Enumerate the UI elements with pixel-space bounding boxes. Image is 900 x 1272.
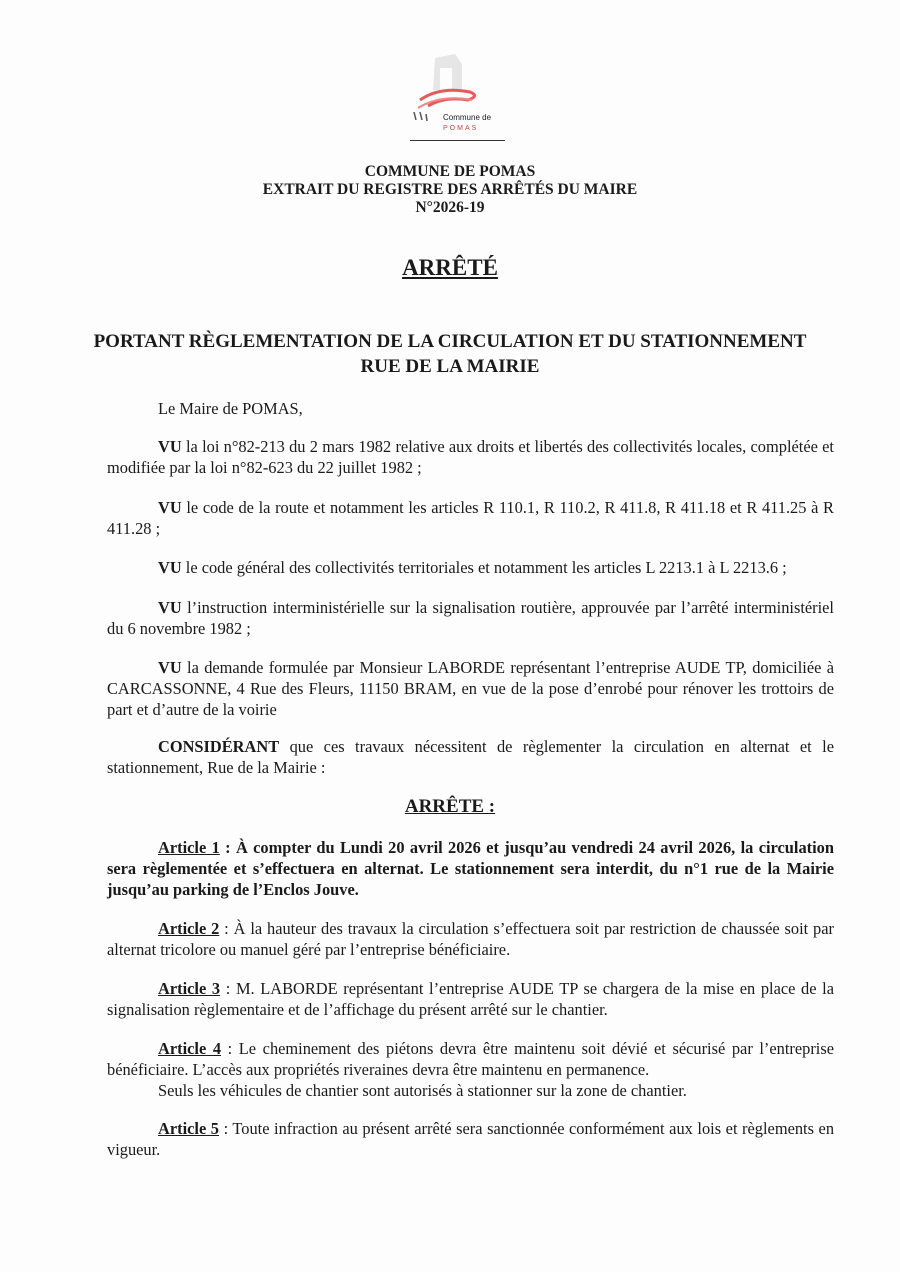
decree-title-line2: RUE DE LA MAIRIE (360, 356, 540, 377)
vu-paragraph: VU l’instruction interministérielle sur la signalisation routière, approuvée par l’arrêté interministériel du 6 novembre 1982 ; (107, 598, 834, 638)
considerant-paragraph: CONSIDÉRANT que ces travaux nécessitent de règlementer la circulation en alternat et le stationnement, Rue de la Mairie : (107, 737, 834, 777)
svg-text:Commune de: Commune de (443, 113, 492, 122)
article-1: Article 1 : À compter du Lundi 20 avril 2026 et jusqu’au vendredi 24 avril 2026, la circulation sera règlementée et s’effectuera en alternat. Le stationnement sera interdit, du n°1 rue de la Mairie jusqu’au parking de l’Enclos Jouve. (107, 838, 834, 899)
article-3: Article 3 : M. LABORDE représentant l’entreprise AUDE TP se chargera de la mise en place de la signalisation règlementaire et de l’affichage du présent arrêté sur le chantier. (107, 979, 834, 1019)
svg-text:POMAS: POMAS (443, 125, 479, 132)
vu-paragraph: VU le code de la route et notamment les articles R 110.1, R 110.2, R 411.8, R 411.18 et R 411.25 à R 411.28 ; (107, 498, 834, 538)
commune-name: COMMUNE DE POMAS (364, 163, 536, 180)
vu-paragraph: VU la demande formulée par Monsieur LABORDE représentant l’entreprise AUDE TP, domiciliée à CARCASSONNE, 4 Rue des Fleurs, 11150 BRAM, en vue de la pose d’enrobé pour rénover les trottoirs de part et d’autre de la voirie (107, 658, 834, 719)
vu-paragraph: VU le code général des collectivités territoriales et notamment les articles L 2213.1 à L 2213.6 ; (158, 558, 787, 577)
article-4: Article 4 : Le cheminement des piétons devra être maintenu soit dévié et sécurisé par l’entreprise bénéficiaire. L’accès aux propriétés riveraines devra être maintenu en permanence. (107, 1039, 834, 1079)
article-5: Article 5 : Toute infraction au présent arrêté sera sanctionnée conformément aux lois et règlements en vigueur. (107, 1119, 835, 1159)
pomas-logo-icon (400, 50, 510, 140)
decree-number: N°2026-19 (415, 199, 485, 216)
logo-divider (410, 140, 505, 141)
register-title: EXTRAIT DU REGISTRE DES ARRÊTÉS DU MAIRE (262, 181, 638, 198)
decision-heading: ARRÊTE : (404, 796, 496, 817)
decree-title-line1: PORTANT RÈGLEMENTATION DE LA CIRCULATION ET DU STATIONNEMENT (93, 331, 807, 352)
article-4-extra: Seuls les véhicules de chantier sont autorisés à stationner sur la zone de chantier. (158, 1081, 687, 1100)
document-type: ARRÊTÉ (402, 255, 498, 280)
vu-paragraph: VU la loi n°82-213 du 2 mars 1982 relative aux droits et libertés des collectivités locales, complétée et modifiée par la loi n°82-623 du 22 juillet 1982 ; (107, 437, 834, 477)
article-2: Article 2 : À la hauteur des travaux la circulation s’effectuera soit par restriction de chaussée soit par alternat tricolore ou manuel géré par l’entreprise bénéficiaire. (107, 919, 834, 959)
commune-logo (400, 50, 510, 140)
opening-line: Le Maire de POMAS, (158, 399, 303, 418)
